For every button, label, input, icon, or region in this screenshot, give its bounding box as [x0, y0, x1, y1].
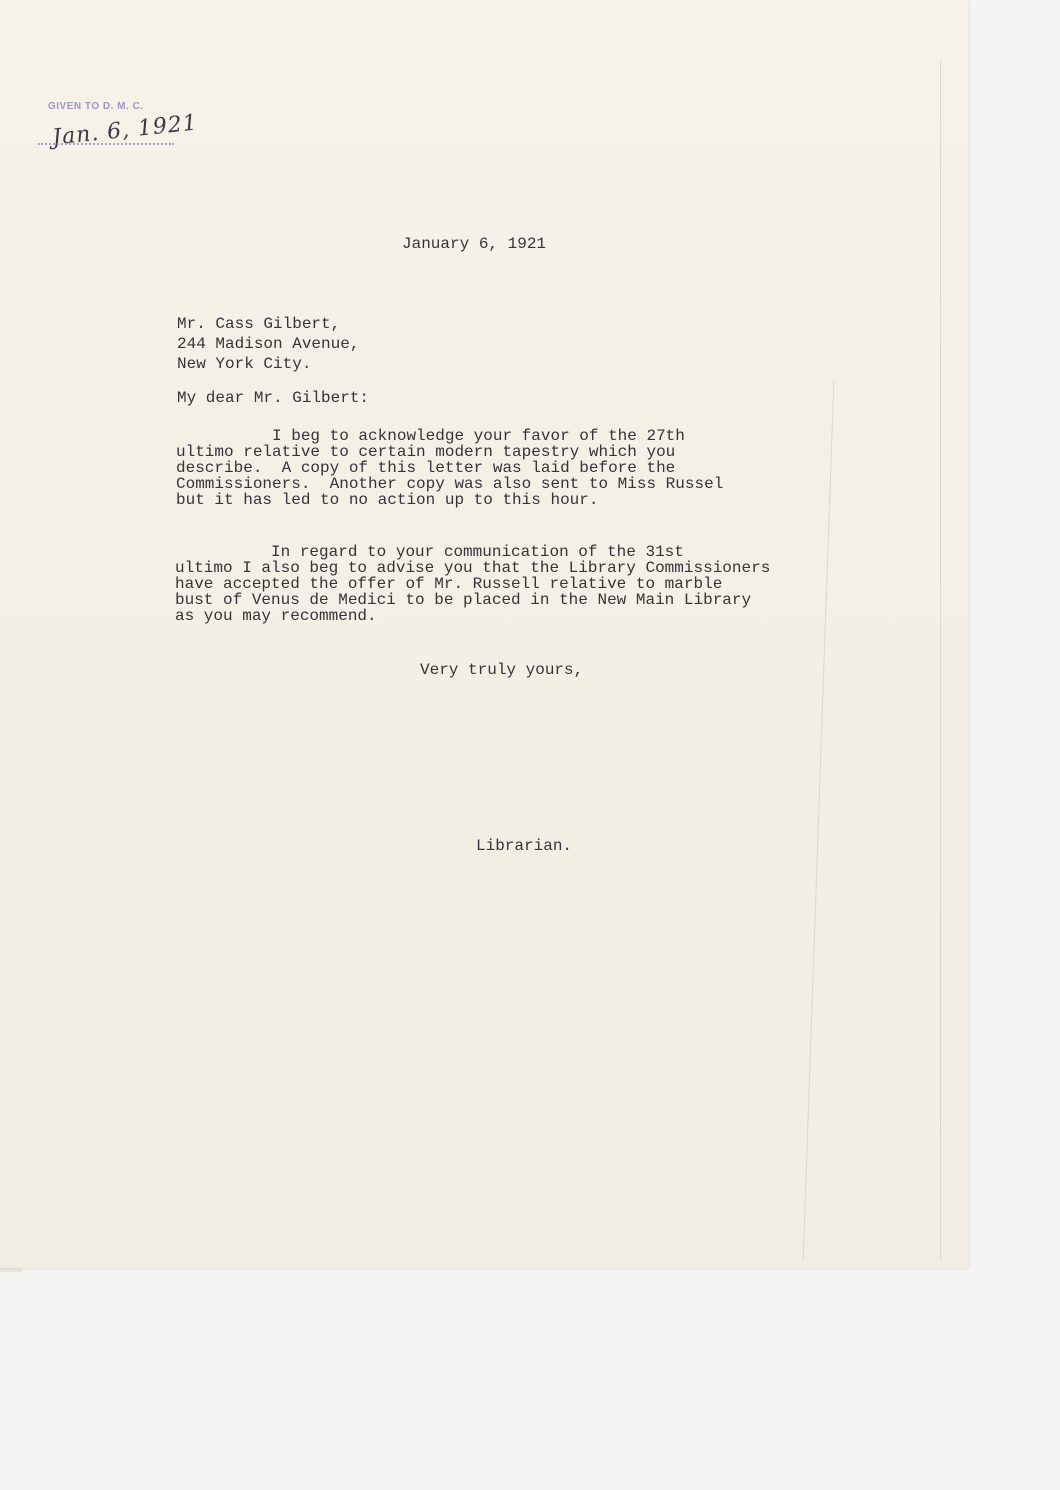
received-stamp: GIVEN TO D. M. C.: [48, 101, 144, 112]
paragraph-1-line: Commissioners. Another copy was also sent to Miss Russel: [176, 475, 724, 493]
salutation: My dear Mr. Gilbert:: [177, 389, 370, 407]
recipient-street: 244 Madison Avenue,: [177, 335, 360, 353]
paragraph-2-line: have accepted the offer of Mr. Russell relative to marble: [175, 575, 723, 593]
crease-line: [803, 380, 835, 1259]
paragraph-1: [176, 428, 723, 508]
sheet-edge-line: [940, 60, 941, 1260]
letter-date: January 6, 1921: [402, 235, 547, 253]
paragraph-2-line: ultimo I also beg to advise you that the Library Commissioners: [175, 559, 771, 577]
paragraph-1-line: describe. A copy of this letter was laid before the: [176, 459, 676, 477]
paragraph-1-line: ultimo relative to certain modern tapestry which you: [176, 443, 676, 461]
paragraph-2: [175, 544, 770, 624]
recipient-city: New York City.: [177, 355, 312, 373]
recipient-name: Mr. Cass Gilbert,: [177, 315, 341, 333]
recipient-address: [177, 314, 359, 374]
closing: Very truly yours,: [420, 661, 584, 679]
paragraph-1-line: I beg to acknowledge your favor of the 27th: [176, 427, 685, 445]
paragraph-1-line: but it has led to no action up to this hour.: [176, 491, 599, 509]
signature-title: Librarian.: [476, 837, 573, 855]
paragraph-2-line: as you may recommend.: [175, 607, 377, 625]
paragraph-2-line: bust of Venus de Medici to be placed in the New Main Library: [175, 591, 752, 609]
paragraph-2-line: In regard to your communication of the 31st: [175, 543, 684, 561]
handwritten-date: Jan. 6, 1921: [51, 110, 199, 151]
stamp-dotted-line: [38, 143, 174, 145]
